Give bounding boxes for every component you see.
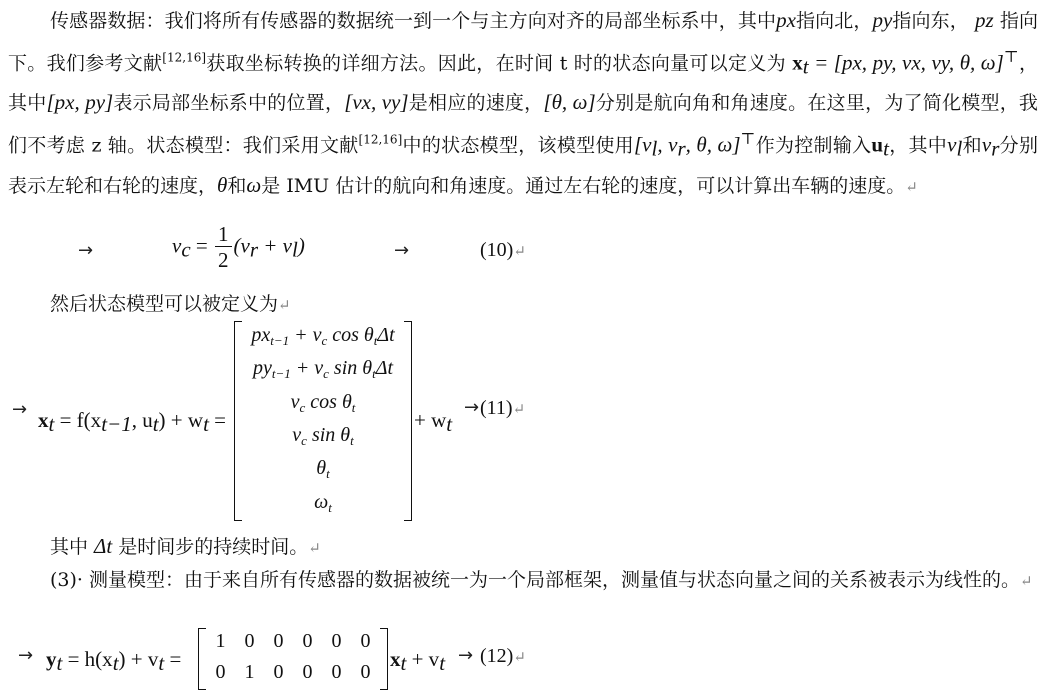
paragraph-sensor-data	[8, 2, 1038, 205]
tab-arrow: →	[394, 240, 410, 261]
math-sub: t	[112, 651, 119, 675]
math-term: , u	[131, 408, 153, 432]
paragraph-mark: ↵	[278, 296, 291, 314]
text-run: 中的状态模型，该模型使用	[402, 134, 634, 157]
math-vr: v	[981, 132, 992, 157]
equation-number	[480, 645, 526, 668]
paragraph-mark: ↵	[308, 539, 321, 557]
math-sub: t−1	[101, 412, 132, 436]
math-state-vector: = [px, py, vx, vy, θ, ω]	[808, 50, 1004, 75]
matrix-row: $\theta_t$	[316, 457, 330, 482]
state-matrix	[234, 321, 412, 521]
math-transpose: ⊤	[1003, 47, 1019, 66]
math-sub: t	[439, 651, 446, 675]
citation: [12,16]	[162, 50, 207, 65]
matrix-row: 0 1 0 0 0 0	[215, 661, 371, 683]
text-run: 和	[227, 174, 247, 197]
equation-10	[172, 222, 305, 273]
math-sub: t	[203, 412, 209, 436]
math-sub: r	[249, 237, 259, 262]
paragraph-measurement-model	[8, 562, 1038, 599]
math-equals: =	[208, 408, 226, 432]
math-term: (v	[233, 233, 250, 258]
math-u-bold: u	[871, 132, 884, 157]
math-x-bold: x	[38, 408, 49, 432]
math-sub: t	[158, 651, 165, 675]
fraction-numerator: 1	[215, 222, 232, 247]
text-run: 指向下。我们参考文献	[8, 10, 1038, 75]
math-omega: ω	[246, 172, 262, 197]
matrix-row: $v_c$ $\sin \theta_t$	[292, 424, 354, 448]
math-term: )	[297, 233, 305, 258]
math-angle-vector: [θ, ω]	[543, 90, 596, 115]
math-v: v	[172, 233, 182, 258]
measurement-matrix	[198, 628, 388, 690]
text-run: 获取坐标转换的详细方法。因此，在时间 t 时的状态向量可以定义为	[206, 52, 786, 75]
math-term: = h(x	[62, 647, 113, 671]
math-control: , θ, ω]	[685, 132, 741, 157]
math-term: + v	[406, 647, 440, 671]
text-run: ，其中	[8, 52, 1038, 115]
math-sub: c	[181, 237, 191, 262]
math-sub: t	[56, 651, 63, 675]
text-run: 作为控制输入	[755, 134, 872, 157]
text-run: 分别是航向角和角速度。在这里，为了简化模型，我们不考虑 z 轴。状态模型：我们采用文献	[8, 92, 1038, 157]
math-term: = f(x	[54, 408, 102, 432]
math-term: ) + w	[158, 408, 204, 432]
math-sub: r	[677, 136, 686, 161]
math-sub: t	[48, 412, 55, 436]
matrix-row: $px_{t-1} + v_c$ $\cos \theta_t\Delta t$	[251, 324, 395, 348]
text-run: 其中	[50, 536, 95, 558]
fraction	[215, 222, 232, 273]
math-transpose: ⊤	[740, 129, 756, 149]
tab-arrow: →	[458, 645, 474, 666]
text-run: 表示局部坐标系中的位置，	[113, 92, 345, 115]
math-py: py	[872, 8, 893, 32]
matrix-row: $py_{t-1} + v_c$ $\sin \theta_t\Delta t$	[252, 357, 394, 382]
paragraph-mark: ↵	[512, 402, 526, 418]
math-theta: θ	[217, 172, 228, 197]
text-run: ，其中	[888, 134, 948, 157]
tab-arrow: →	[464, 397, 480, 418]
matrix-row: $v_c$ $\cos \theta_t$	[290, 390, 356, 415]
matrix-row: 1 0 0 0 0 0	[215, 630, 371, 652]
text-run: 和	[962, 134, 982, 157]
equation-number	[480, 239, 526, 262]
equation-12-tail	[390, 647, 445, 676]
paragraph-mark: ↵	[513, 244, 526, 260]
text-run: 是相应的速度，	[408, 92, 544, 115]
math-sub: t	[883, 136, 889, 161]
math-sub: t	[152, 412, 159, 436]
math-equals: =	[195, 233, 208, 258]
paragraph-state-model	[8, 286, 1038, 323]
math-sub: l	[651, 136, 658, 161]
text-run: 传感器数据：我们将所有传感器的数据统一到一个与主方向对齐的局部坐标系中，其中	[50, 10, 777, 32]
fraction-denominator: 2	[218, 248, 229, 272]
paragraph-delta-t	[8, 528, 1038, 566]
math-sub: t	[446, 412, 453, 436]
math-control: [v	[633, 132, 652, 157]
text-run: 然后状态模型可以被定义为	[50, 293, 279, 315]
text-run: 指向北，	[795, 10, 873, 32]
math-sub: r	[991, 136, 1000, 161]
math-term: ) + v	[118, 647, 159, 671]
math-pz: pz	[975, 8, 994, 32]
equation-12-lhs	[46, 647, 181, 676]
math-sub: l	[956, 136, 963, 161]
tab-arrow: →	[18, 645, 34, 666]
math-position-vector: [px, py]	[46, 90, 114, 115]
math-y-bold: y	[46, 647, 57, 671]
math-delta-t: Δt	[94, 534, 113, 558]
math-control: , v	[657, 132, 678, 157]
math-term: + w	[414, 408, 447, 432]
tab-arrow: →	[78, 240, 94, 261]
matrix-row: $\omega_t$	[314, 490, 332, 515]
math-sub: t	[400, 651, 407, 675]
text-run: 分别表示左轮和右轮的速度，	[8, 134, 1038, 197]
equation-number-text: (11)	[480, 397, 513, 419]
equation-number-text: (12)	[480, 645, 514, 667]
math-x-bold: x	[390, 647, 401, 671]
equation-number-text: (10)	[480, 239, 514, 261]
math-sub: t	[802, 54, 809, 79]
math-vl: v	[947, 132, 957, 157]
equation-11-lhs	[38, 408, 226, 437]
tab-arrow: →	[12, 399, 28, 420]
math-x-bold: x	[792, 50, 803, 75]
text-run: (3)· 测量模型：由于来自所有传感器的数据被统一为一个局部框架，测量值与状态向量之间的关系被表示为线性的。	[50, 569, 1020, 591]
text-run: 指向东，	[892, 10, 969, 32]
text-run: 是 IMU 估计的航向和角速度。通过左右轮的速度，可以计算出车辆的速度。	[261, 174, 906, 197]
paragraph-mark: ↵	[905, 177, 918, 196]
math-term: + v	[258, 233, 293, 258]
equation-number	[480, 397, 525, 420]
paragraph-mark: ↵	[1020, 572, 1033, 590]
paragraph-mark: ↵	[513, 650, 526, 666]
citation: [12,16]	[358, 132, 403, 147]
text-run: 是时间步的持续时间。	[112, 536, 309, 558]
math-equals: =	[164, 647, 182, 671]
math-sub: l	[292, 237, 298, 262]
math-px: px	[776, 8, 796, 32]
math-velocity-vector: [vx, vy]	[344, 90, 409, 115]
equation-11-tail	[414, 408, 452, 437]
